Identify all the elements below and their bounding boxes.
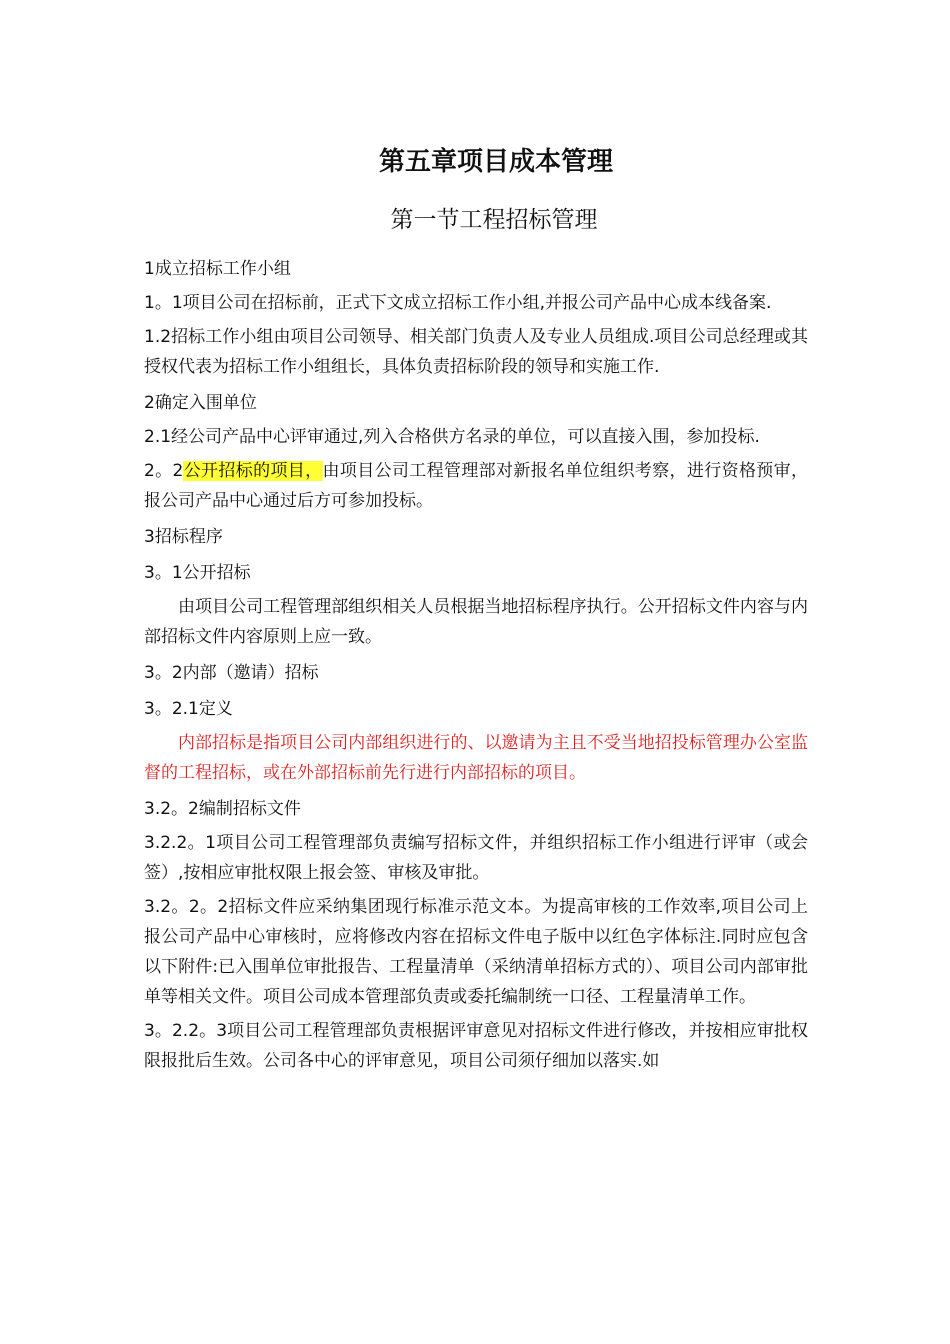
para-1-2: 1.2招标工作小组由项目公司领导、相关部门负责人及专业人员组成.项目公司总经理或其授权代表为招标工作小组组长，具体负责招标阶段的领导和实施工作. — [144, 327, 808, 377]
para-3-2-2-1: 3.2.2。1项目公司工程管理部负责编写招标文件，并组织招标工作小组进行评审（或会签）,按相应审批权限上报会签、审核及审批。 — [144, 833, 808, 883]
heading-2: 2确定入围单位 — [144, 393, 257, 413]
para-3-2-1-red: 内部招标是指项目公司内部组织进行的、以邀请为主且不受当地招投标管理办公室监督的工程招标，或在外部招标前先行进行内部招标的项目。 — [144, 733, 808, 783]
para-3-2-2-2: 3.2。2。2招标文件应采纳集团现行标准示范文本。为提高审核的工作效率,项目公司上报公司产品中心审核时，应将修改内容在招标文件电子版中以红色字体标注.同时应包含以下附件:已入围单位审批报告、工程量清单（采纳清单招标方式的）、项目公司内部审批单等相关文件。项目公司成本管理部负责或委托编制统一口径、工程量清单工作。 — [144, 897, 808, 1007]
highlighted-text: 公开招标的项目， — [183, 461, 323, 481]
section-title: 第一节工程招标管理 — [390, 207, 598, 233]
heading-3-2-2: 3.2。2编制招标文件 — [144, 799, 301, 819]
heading-1: 1成立招标工作小组 — [144, 259, 291, 279]
chapter-title: 第五章项目成本管理 — [378, 147, 613, 177]
para-2-2 — [144, 456, 808, 516]
para-1-1: 1。1项目公司在招标前，正式下文成立招标工作小组,并报公司产品中心成本线备案. — [144, 293, 772, 313]
heading-3: 3招标程序 — [144, 527, 223, 547]
heading-3-2: 3。2内部（邀请）招标 — [144, 663, 319, 683]
heading-3-1: 3。1公开招标 — [144, 563, 251, 583]
heading-3-2-1: 3。2.1定义 — [144, 699, 233, 719]
para-2-2-prefix: 2。2 — [144, 461, 184, 481]
para-3-2-2-3: 3。2.2。3项目公司工程管理部负责根据评审意见对招标文件进行修改，并按相应审批权限报批后生效。公司各中心的评审意见，项目公司须仔细加以落实.如 — [144, 1021, 808, 1071]
para-3-1: 由项目公司工程管理部组织相关人员根据当地招标程序执行。公开招标文件内容与内部招标文件内容原则上应一致。 — [144, 597, 808, 647]
para-2-1: 2.1经公司产品中心评审通过,列入合格供方名录的单位，可以直接入围，参加投标. — [144, 427, 760, 447]
para-2-2-rest: 由项目公司工程管理部对新报名单位组织考察，进行资格预审，报公司产品中心通过后方可参加投标。 — [144, 461, 809, 511]
document-body — [144, 140, 808, 1080]
